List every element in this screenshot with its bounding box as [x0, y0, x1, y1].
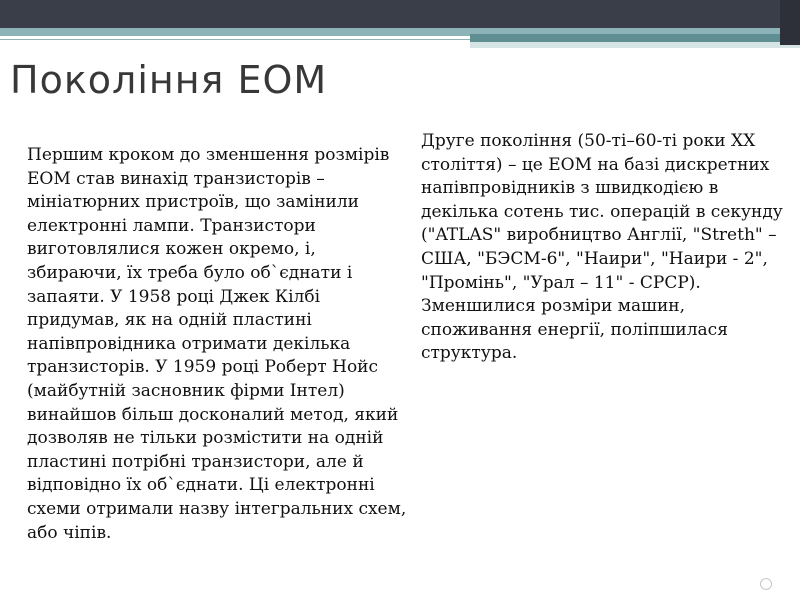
corner-decor-block	[780, 0, 800, 45]
slide-number-marker	[760, 578, 772, 590]
right-text-column: Друге покоління (50-ті–60-ті роки XX століття) – це ЕОМ на базі дискретних напівпровідників з швидкодією в декілька сотень тис. операцій в секунду ("ATLAS" виробництво Англії, "Streth" – США, "БЭСМ-6", "Наири", "Наири - 2", "Промінь", "Урал – 11" - СРСР). Зменшилися розміри машин, споживання енергії, поліпшилася структура.	[421, 131, 783, 364]
dark-teal-decor-stripe	[470, 34, 800, 42]
top-decor-band	[0, 0, 800, 28]
title-decor-stripe	[470, 42, 800, 48]
slide-title: Покоління ЕОМ	[10, 58, 328, 102]
white-decor-line	[0, 36, 470, 39]
left-text-column: Першим кроком до зменшення розмірів ЕОМ став винахід транзисторів – мініатюрних пристроїв, що замінили електронні лампи. Транзистори виготовлялися кожен окремо, і, збираючи, їх треба було об`єднати і запаяти. У 1958 році Джек Кілбі придумав, як на одній пластині напівпровідника отримати декілька транзисторів. У 1959 році Роберт Нойс (майбутній засновник фірми Інтел) винайшов більш досконалий метод, який дозволяв не тільки розмістити на одній пластині потрібні транзистори, але й відповідно їх об`єднати. Ці електронні схеми отримали назву інтегральних схем, або чіпів.	[27, 145, 407, 543]
